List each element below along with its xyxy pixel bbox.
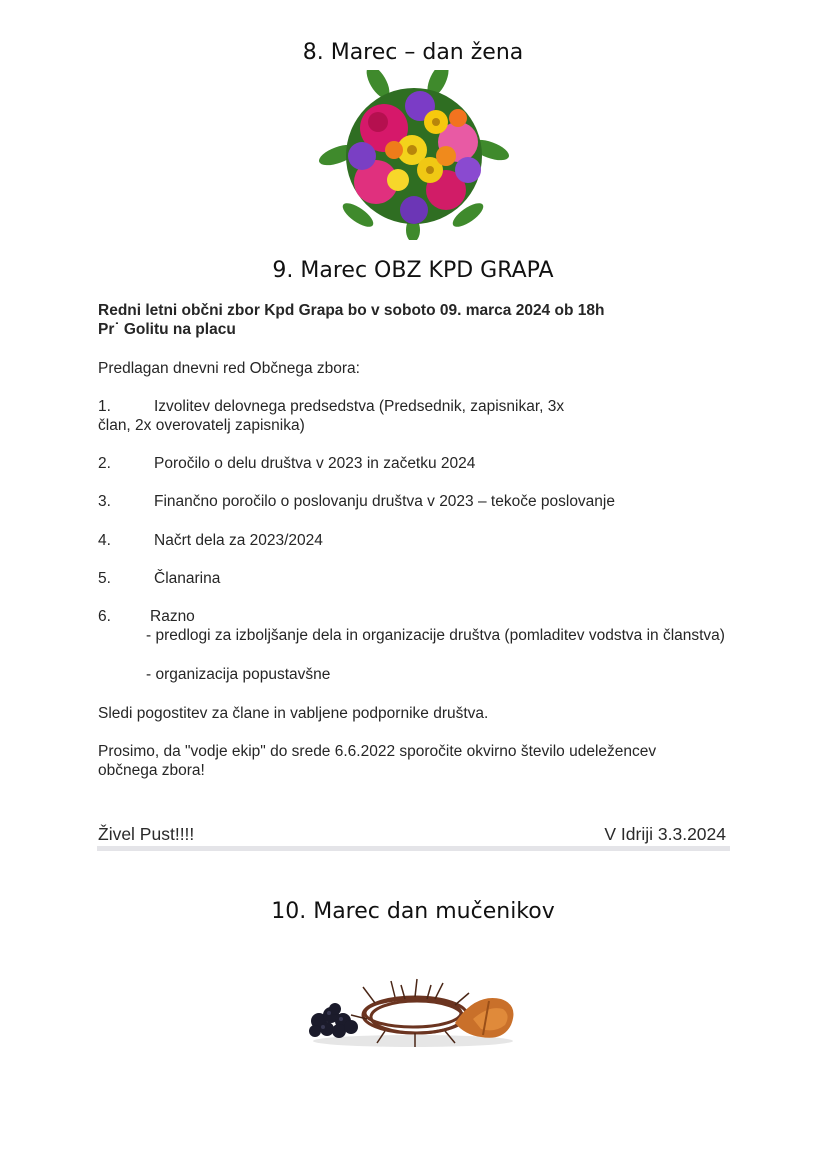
agenda-item-1: [98, 397, 564, 416]
agenda-text: Finančno poročilo o poslovanju društva v 2023 – tekoče poslovanje: [154, 493, 615, 510]
agenda-number: 1.: [98, 398, 111, 415]
intro-line-1: Redni letni občni zbor Kpd Grapa bo v soboto 09. marca 2024 ob 18h: [98, 302, 605, 319]
request-note-cont: občnega zbora!: [98, 762, 205, 779]
divider: [97, 846, 730, 851]
signoff-place-date: V Idriji 3.3.2024: [604, 824, 726, 844]
intro-line-2: Pr˙ Golitu na placu: [98, 321, 236, 338]
request-note: Prosimo, da "vodje ekip" do srede 6.6.2022 sporočite okvirno število udeležencev: [98, 743, 657, 760]
heading-general-meeting: 9. Marec OBZ KPD GRAPA: [272, 258, 554, 283]
agenda-number: 4.: [98, 532, 111, 549]
agenda-text: Članarina: [154, 570, 221, 587]
agenda-number: 6.: [98, 608, 111, 625]
agenda-item-5: [98, 569, 220, 588]
agenda-title: Predlagan dnevni red Občnega zbora:: [98, 360, 360, 377]
agenda-text: Načrt dela za 2023/2024: [154, 532, 323, 549]
flower-bouquet-icon: [318, 70, 510, 240]
agenda-item-3: [98, 492, 615, 511]
signoff-slogan: Živel Pust!!!!: [98, 824, 195, 844]
agenda-number: 2.: [98, 455, 111, 472]
crown-of-thorns-icon: [305, 975, 521, 1051]
heading-womens-day: 8. Marec – dan žena: [302, 40, 524, 65]
agenda-item-1-cont: član, 2x overovatelj zapisnika): [98, 417, 305, 434]
agenda-text: Poročilo o delu društva v 2023 in začetku 2024: [154, 455, 476, 472]
agenda-text: Razno: [150, 608, 195, 625]
agenda-number: 5.: [98, 570, 111, 587]
agenda-number: 3.: [98, 493, 111, 510]
agenda-text: Izvolitev delovnega predsedstva (Predsednik, zapisnikar, 3x: [154, 398, 565, 415]
sub-item-organization: - organizacija popustavšne: [146, 666, 331, 683]
refreshments-note: Sledi pogostitev za člane in vabljene podpornike društva.: [98, 705, 489, 722]
heading-martyrs-day: 10. Marec dan mučenikov: [271, 899, 555, 924]
agenda-item-4: [98, 531, 323, 550]
agenda-item-2: [98, 454, 475, 473]
agenda-item-6: [98, 607, 195, 626]
sub-item-suggestions: - predlogi za izboljšanje dela in organizacije društva (pomladitev vodstva in članstva): [146, 627, 725, 644]
